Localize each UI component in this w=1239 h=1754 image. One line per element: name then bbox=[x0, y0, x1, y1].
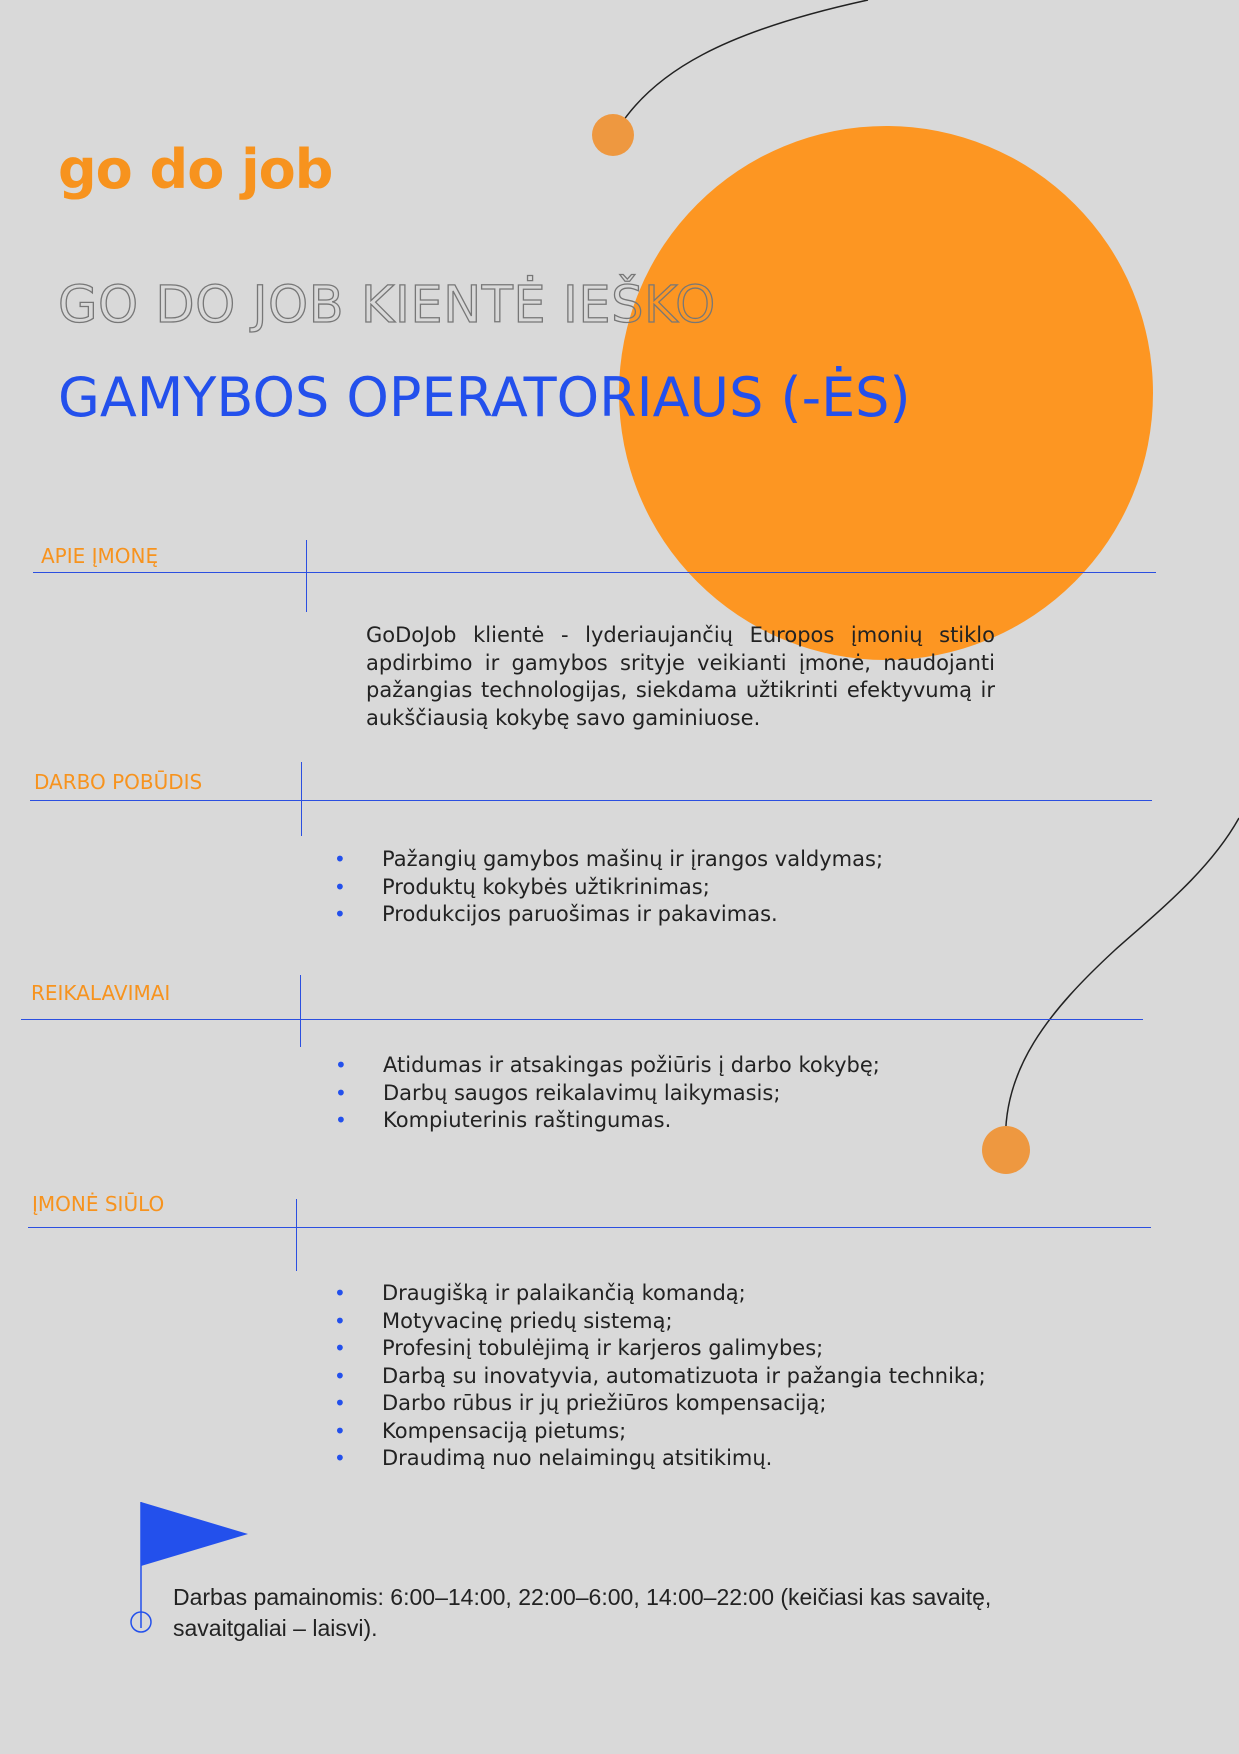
list-item: • Darbą su inovatyvia, automatizuota ir pažangia technika; bbox=[334, 1363, 986, 1391]
bullet: • bbox=[334, 874, 346, 899]
bullet: • bbox=[334, 902, 346, 926]
about-hline bbox=[33, 572, 1156, 573]
requirements-hline bbox=[21, 1019, 1143, 1020]
bullet: • bbox=[335, 1053, 347, 1077]
section-label-requirements: REIKALAVIMAI bbox=[31, 981, 171, 1005]
bullet: • bbox=[334, 847, 346, 871]
bullet: • bbox=[334, 1391, 346, 1415]
offer-vline bbox=[296, 1199, 297, 1271]
bullet: • bbox=[335, 1080, 347, 1105]
list-item: • Draugišką ir palaikančią komandą; bbox=[334, 1280, 986, 1308]
list-item: • Draudimą nuo nelaimingų atsitikimų. bbox=[334, 1445, 986, 1473]
decorative-curve-top bbox=[613, 0, 868, 137]
list-item: • Darbo rūbus ir jų priežiūros kompensaciją; bbox=[334, 1390, 986, 1418]
bullet: • bbox=[334, 1308, 346, 1333]
position-title: GAMYBOS OPERATORIAUS (-ĖS) bbox=[58, 366, 911, 429]
decorative-dot-right bbox=[982, 1126, 1030, 1174]
decorative-dot-top bbox=[592, 114, 634, 156]
bullet: • bbox=[334, 1363, 346, 1388]
requirements-vline bbox=[300, 975, 301, 1047]
offer-hline bbox=[28, 1227, 1151, 1228]
bullet: • bbox=[334, 1418, 346, 1443]
list-item: • Kompensaciją pietums; bbox=[334, 1418, 986, 1446]
duties-vline bbox=[301, 762, 302, 836]
about-text: GoDoJob klientė - lyderiaujančių Europos įmonių stiklo apdirbimo ir gamybos srityje veikianti įmonė, naudojanti pažangias technologijas, siekdama užtikrinti efektyvumą ir aukščiausią kokybę savo gaminiuose. bbox=[366, 623, 995, 730]
duties-list bbox=[334, 846, 883, 929]
section-label-duties: DARBO POBŪDIS bbox=[34, 770, 203, 794]
about-vline bbox=[306, 540, 307, 612]
bullet: • bbox=[334, 1446, 346, 1470]
outline-title: GO DO JOB KIENTĖ IEŠKO bbox=[58, 276, 716, 335]
list-item: • Atidumas ir atsakingas požiūris į darbo kokybę; bbox=[335, 1052, 880, 1080]
requirements-list bbox=[335, 1052, 880, 1135]
duties-hline bbox=[30, 800, 1152, 801]
bullet: • bbox=[335, 1108, 347, 1132]
offer-list bbox=[334, 1280, 986, 1473]
bullet: • bbox=[334, 1281, 346, 1305]
list-item: • Produktų kokybės užtikrinimas; bbox=[334, 874, 883, 902]
shift-info: Darbas pamainomis: 6:00–14:00, 22:00–6:00, 14:00–22:00 (keičiasi kas savaitę, savaitgaliai – laisvi). bbox=[173, 1584, 992, 1641]
bullet: • bbox=[334, 1336, 346, 1360]
list-item: • Kompiuterinis raštingumas. bbox=[335, 1107, 880, 1135]
list-item: • Pažangių gamybos mašinų ir įrangos valdymas; bbox=[334, 846, 883, 874]
brand-logo: go do job bbox=[58, 138, 333, 201]
list-item: • Produkcijos paruošimas ir pakavimas. bbox=[334, 901, 883, 929]
list-item: • Motyvacinę priedų sistemą; bbox=[334, 1308, 986, 1336]
list-item: • Profesinį tobulėjimą ir karjeros galimybes; bbox=[334, 1335, 986, 1363]
section-label-about: APIE ĮMONĘ bbox=[41, 544, 159, 568]
decorative-curve-right bbox=[1006, 818, 1239, 1150]
list-item: • Darbų saugos reikalavimų laikymasis; bbox=[335, 1080, 880, 1108]
section-label-offer: ĮMONĖ SIŪLO bbox=[32, 1192, 165, 1216]
